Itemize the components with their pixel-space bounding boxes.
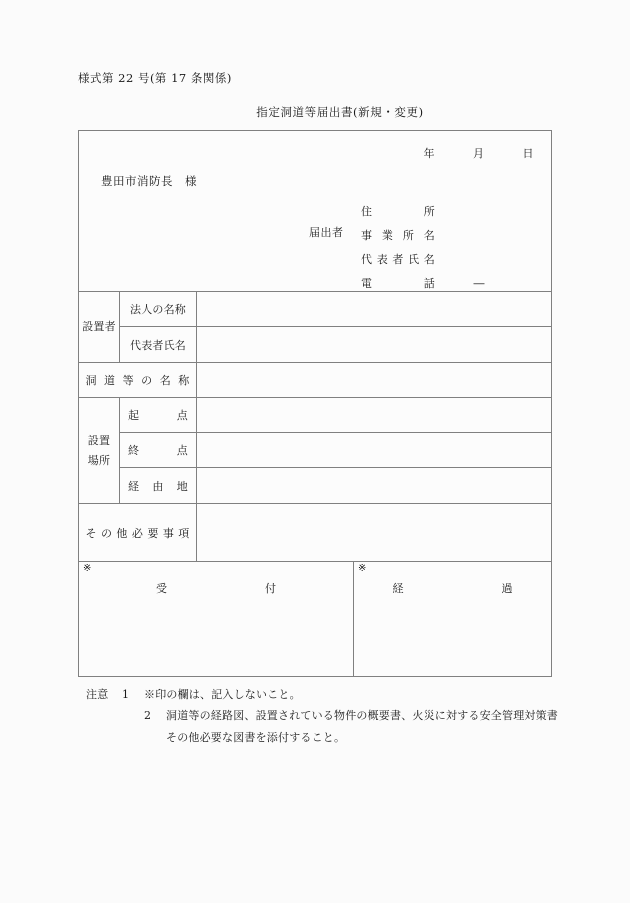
location-row-via (120, 468, 551, 503)
kome-icon: ※ (358, 563, 367, 574)
submitter-field-label: 事業所名 (361, 229, 435, 242)
phone-dash: ― (473, 277, 485, 290)
row-value-field[interactable] (197, 468, 551, 503)
addressee: 豊田市消防長 様 (101, 174, 197, 188)
other-matters-row (79, 504, 551, 562)
submitter-field-label: 住所 (361, 205, 435, 218)
footnote-number: 1 (122, 688, 130, 701)
installer-group (79, 292, 551, 363)
installer-label-text: 設置者 (82, 320, 116, 334)
other-matters-label (79, 504, 197, 561)
footnote-item-2-cont (86, 727, 586, 748)
kome-icon: ※ (83, 563, 92, 574)
footnote-item-1 (86, 684, 586, 705)
location-label-text (88, 431, 110, 470)
submitter-field-address (361, 200, 485, 224)
submitter-field-label: 電話 (361, 277, 435, 290)
row-label (120, 468, 197, 503)
row-label-text: 代表者氏名 (130, 338, 186, 352)
submitter-fields (361, 200, 485, 296)
location-row-start (120, 398, 551, 433)
row-value-field[interactable] (197, 433, 551, 467)
installer-row-corporate-name (120, 292, 551, 327)
date-day: 日 (522, 147, 534, 160)
submitter-label: 届出者 (309, 226, 344, 239)
installer-label (79, 292, 120, 362)
submitter-field-representative (361, 248, 485, 272)
date-year: 年 (423, 147, 435, 160)
row-label (120, 433, 197, 467)
other-matters-field[interactable] (197, 504, 551, 561)
footnote-text: 洞道等の経路図、設置されている物件の概要書、火災に対する安全管理対策書 (166, 709, 558, 723)
row-label-text: 経由地 (128, 479, 188, 493)
row-label-text: 終点 (128, 444, 188, 457)
tunnel-name-row (79, 363, 551, 398)
row-label-text: 法人の名称 (130, 303, 186, 316)
row-value-field[interactable] (197, 292, 551, 326)
official-box-title (79, 580, 353, 596)
header-block (79, 131, 551, 292)
footnote-lead: 注意 (86, 688, 109, 701)
installer-row-representative (120, 327, 551, 362)
location-row-end (120, 433, 551, 468)
official-box-title-text: 経過 (392, 582, 513, 595)
row-value-field[interactable] (197, 327, 551, 362)
row-label (120, 327, 197, 362)
date-month: 月 (473, 147, 485, 160)
official-box-progress (354, 562, 551, 676)
other-matters-label-text: その他必要事項 (85, 526, 190, 540)
official-box-title (354, 580, 551, 596)
row-label (120, 292, 197, 326)
official-box-title-text: 受付 (156, 582, 276, 595)
submitter-field-label: 代表者氏名 (361, 253, 435, 266)
row-label (120, 398, 197, 432)
footnote-number: 2 (144, 709, 152, 723)
installer-rows (120, 292, 551, 362)
tunnel-name-field[interactable] (197, 363, 551, 397)
date-line (424, 145, 535, 161)
submitter-field-phone (361, 272, 485, 296)
footnote-text: ※印の欄は、記入しないこと。 (144, 688, 301, 701)
tunnel-name-label-text: 洞道等の名称 (85, 374, 190, 387)
official-use-row (79, 562, 551, 676)
submitter-field-office (361, 224, 485, 248)
footnote-item-2 (86, 705, 586, 726)
document-title: 指定洞道等届出書(新規・変更) (256, 105, 424, 119)
location-label-line1: 設置 (87, 434, 111, 448)
form-number: 様式第 22 号(第 17 条関係) (78, 71, 232, 85)
tunnel-name-label (79, 363, 197, 397)
location-group (79, 398, 551, 504)
location-label (79, 398, 120, 503)
row-value-field[interactable] (197, 398, 551, 432)
location-label-line2: 場所 (87, 453, 111, 467)
form-table (78, 130, 552, 677)
location-rows (120, 398, 551, 503)
official-box-reception (79, 562, 354, 676)
footnotes (86, 684, 586, 748)
footnote-text: その他必要な図書を添付すること。 (166, 730, 346, 744)
row-label-text: 起点 (128, 409, 188, 422)
